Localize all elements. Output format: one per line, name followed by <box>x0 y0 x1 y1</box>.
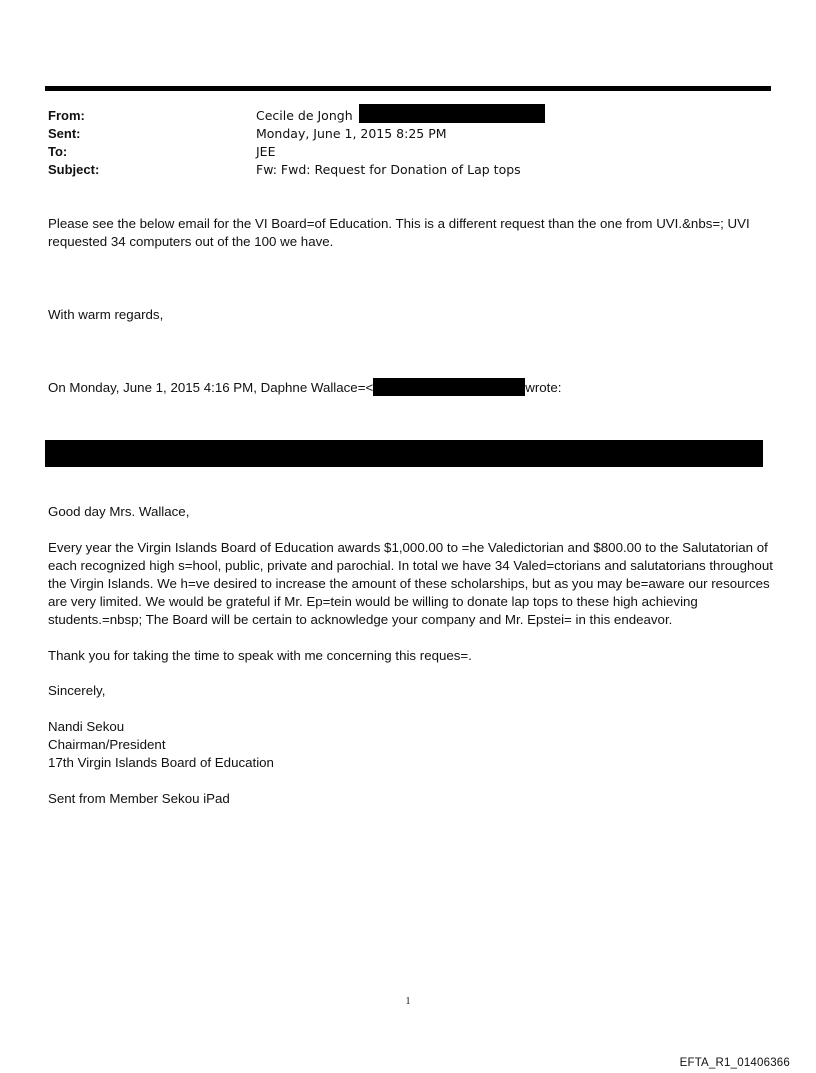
main-paragraph-text: Every year the Virgin Islands Board of Education awards $1,000.00 to =he Valedictorian and $800.00 to the Salutatorian of each recognized high s=hool, public, private and parochial. In total we have 34 Valed=ctorians and salutatorians throughout the Virgin Islands. We h=ve desired to increase the amount of these scholarships, but as you may be=aware our resources are very limited. We would be grateful if Mr. Ep=tein would be willing to donate lap tops to these high achieving students.=nbsp; The Board will be certain to acknowledge your company and Mr. Epstei= in this endeavor. <box>48 540 773 627</box>
regards-text: With warm regards, <box>48 307 164 322</box>
sent-value: Monday, June 1, 2015 8:25 PM <box>256 126 447 141</box>
thanks-line <box>48 647 773 665</box>
page-number: 1 <box>405 996 411 1007</box>
sent-from-text: Sent from Member Sekou iPad <box>48 791 230 806</box>
sent-label: Sent: <box>48 126 81 141</box>
redaction-bar <box>45 440 763 467</box>
closing-line <box>48 682 773 700</box>
quote-suffix: wrote: <box>525 380 562 395</box>
subject-value: Fw: Fwd: Request for Donation of Lap tops <box>256 162 521 177</box>
header-rule <box>45 86 771 91</box>
signature-block <box>48 718 773 772</box>
intro-text: Please see the below email for the VI Board=of Education. This is a different request than the one from UVI.&nbs=; UVI requested 34 computers out of the 100 we have. <box>48 216 750 249</box>
quote-prefix: On Monday, June 1, 2015 4:16 PM, Daphne Wallace=< <box>48 380 374 395</box>
from-name: Cecile de Jongh <box>256 108 353 123</box>
greeting-text: Good day Mrs. Wallace, <box>48 504 190 519</box>
subject-label: Subject: <box>48 162 100 177</box>
bates-number: EFTA_R1_01406366 <box>679 1057 790 1069</box>
signature-title: Chairman/President <box>48 737 166 752</box>
to-value: JEE <box>256 144 276 159</box>
quote-attribution <box>48 379 773 397</box>
thanks-text: Thank you for taking the time to speak with me concerning this reques=. <box>48 648 472 663</box>
from-value <box>256 107 545 125</box>
signature-org: 17th Virgin Islands Board of Education <box>48 755 274 770</box>
redaction-sender-email <box>373 378 525 396</box>
regards-line <box>48 306 773 324</box>
redaction-from-email <box>359 104 545 123</box>
greeting-line <box>48 503 773 521</box>
closing-text: Sincerely, <box>48 683 106 698</box>
sent-from-line <box>48 790 773 808</box>
main-paragraph <box>48 539 773 629</box>
signature-name: Nandi Sekou <box>48 719 125 734</box>
from-label: From: <box>48 108 85 123</box>
to-label: To: <box>48 144 68 159</box>
intro-paragraph <box>48 215 773 251</box>
